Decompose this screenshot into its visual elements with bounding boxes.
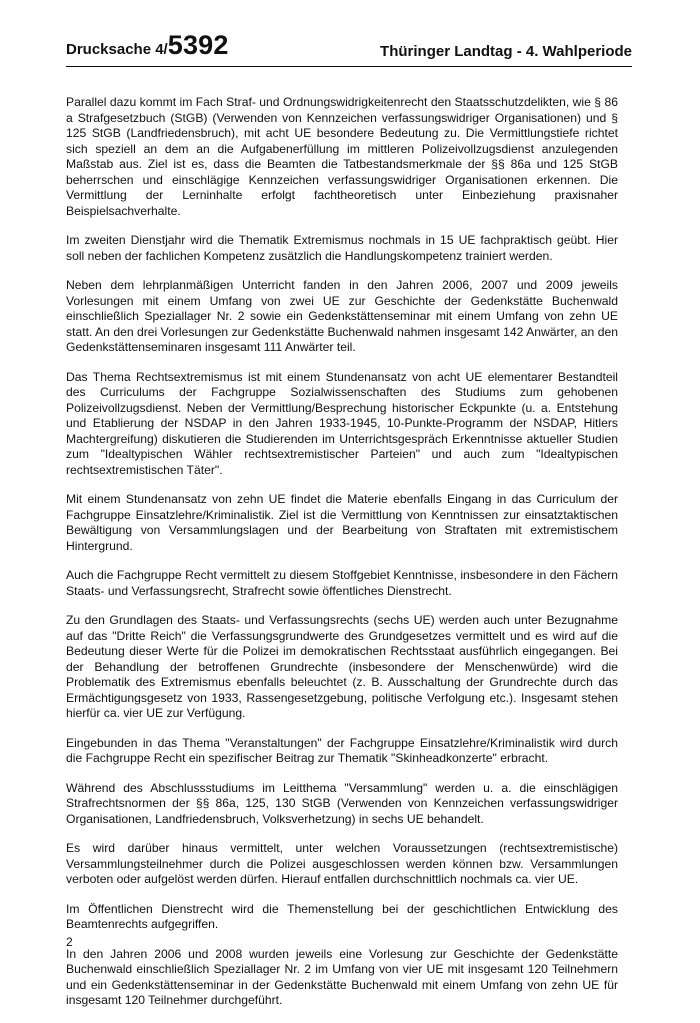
document-body (66, 95, 618, 1023)
paragraph: Im zweiten Dienstjahr wird die Thematik Extremismus nochmals in 15 UE fachpraktisch geübt. Hier soll neben der fachlichen Kompetenz zusätzlich die Handlungskompetenz trainiert werden. (66, 233, 618, 263)
document-number (66, 30, 229, 61)
paragraph: Während des Abschlussstudiums im Leitthema "Versammlung" werden u. a. die einschlägigen Strafrechtsnormen der §§ 86a, 125, 130 StGB (Verwenden von Kennzeichen verfassungswidriger Organisationen, Landfriedensbruch, Volksverhetzung) in sechs UE behandelt. (66, 780, 618, 826)
paragraph: Zu den Grundlagen des Staats- und Verfassungsrechts (sechs UE) werden auch unter Bezugnahme auf das "Dritte Reich" die Verfassungsgrundwerte des Grundgesetzes vermittelt und es wird auf die Bedeutung dieser Werte für die Polizei im demokratischen Rechtsstaat ausführlich eingegangen. Bei der Behandlung der betroffenen Grundrechte (insbesondere der Menschenwürde) wird die Problematik des Extremismus ebenfalls beleuchtet (z. B. Ausschaltung der Grundrechte durch das Ermächtigungsgesetz von 1933, Rassengesetzgebung, politische Verfolgung etc.). Insgesamt stehen hierfür ca. vier UE zur Verfügung. (66, 613, 618, 720)
paragraph: Es wird darüber hinaus vermittelt, unter welchen Voraussetzungen (rechtsextremistische) Versammlungsteilnehmer durch die Polizei ausgeschlossen werden können bzw. Versammlungen verboten oder aufgelöst werden dürfen. Hierauf entfallen durchschnittlich nochmals ca. vier UE. (66, 841, 618, 886)
paragraph: Parallel dazu kommt im Fach Straf- und Ordnungswidrigkeitenrecht den Staatsschutzdelikten, wie § 86 a Strafgesetzbuch (StGB) (Verwenden von Kennzeichen verfassungswidriger Organisationen) und § 125 StGB (Landfriedensbruch), mit acht UE besondere Bedeutung zu. Die Vermittlungstiefe richtet sich speziell an dem an die Aufgabenerfüllung im mittleren Polizeivollzugsdienst anzulegenden Maßstab aus. Ziel ist es, dass die Beamten die Tatbestandsmerkmale der §§ 86a und 125 StGB beherrschen und einschlägige Kennzeichen verfassungswidriger Organisationen erkennen. Die Vermittlung der Lerninhalte erfolgt fachtheoretisch unter Einbeziehung praxisnaher Beispielsachverhalte. (66, 95, 618, 218)
paragraph: Auch die Fachgruppe Recht vermittelt zu diesem Stoffgebiet Kenntnisse, insbesondere in den Fächern Staats- und Verfassungsrecht, Strafrecht sowie öffentliches Dienstrecht. (66, 568, 618, 598)
paragraph: Eingebunden in das Thema "Veranstaltungen" der Fachgruppe Einsatzlehre/Kriminalistik wird durch die Fachgruppe Recht ein spezifischer Beitrag zur Thematik "Skinheadkonzerte" erbracht. (66, 735, 618, 765)
paragraph: In den Jahren 2006 und 2008 wurden jeweils eine Vorlesung zur Geschichte der Gedenkstätte Buchenwald einschließlich Speziallager Nr. 2 im Umfang von vier UE mit insgesamt 120 Teilnehmern und ein Gedenkstättenseminar in der Gedenkstätte Buchenwald mit einem Umfang von zehn UE für insgesamt 120 Teilnehmer durchgeführt. (66, 946, 618, 1007)
document-label-prefix: Drucksache 4/ (66, 41, 168, 58)
paragraph: Mit einem Stundenansatz von zehn UE findet die Materie ebenfalls Eingang in das Curriculum der Fachgruppe Einsatzlehre/Kriminalistik. Ziel ist die Vermittlung von Kenntnissen zur einsatztaktischen Bewältigung von Versammlungslagen und der Bearbeitung von Straftaten mit extremistischem Hintergrund. (66, 492, 618, 553)
document-number-value: 5392 (167, 30, 229, 60)
paragraph: Das Thema Rechtsextremismus ist mit einem Stundenansatz von acht UE elementarer Bestandteil des Curriculums der Fachgruppe Sozialwissenschaften des Studiums zum gehobenen Polizeivollzugsdienst. Neben der Vermittlung/Besprechung historischer Eckpunkte (u. a. Entstehung und Etablierung der NSDAP in den Jahren 1933-1945, 10-Punkte-Programm der NSDAP, Hitlers Machtergreifung) diskutieren die Studierenden im Unterrichtsgespräch Erkenntnisse aktueller Studien zum "Idealtypischen Wähler rechtsextremistischer Parteien" und auch zum "Idealtypischen rechtsextremistischen Täter". (66, 369, 618, 477)
page-number: 2 (66, 935, 73, 949)
legislative-period: Thüringer Landtag - 4. Wahlperiode (380, 43, 632, 60)
paragraph: Im Öffentlichen Dienstrecht wird die Themenstellung bei der geschichtlichen Entwicklung des Beamtenrechts aufgegriffen. (66, 901, 618, 931)
paragraph: Neben dem lehrplanmäßigen Unterricht fanden in den Jahren 2006, 2007 und 2009 jeweils Vorlesungen mit einem Umfang von zwei UE zur Geschichte der Gedenkstätte Buchenwald einschließlich Speziallager Nr. 2 sowie ein Gedenkstättenseminar mit einem Umfang von zehn UE statt. An den drei Vorlesungen zur Gedenkstätte Buchenwald nahmen insgesamt 142 Anwärter, an den Gedenkstättenseminaren insgesamt 111 Anwärter teil. (66, 278, 618, 354)
page-header (66, 26, 632, 67)
